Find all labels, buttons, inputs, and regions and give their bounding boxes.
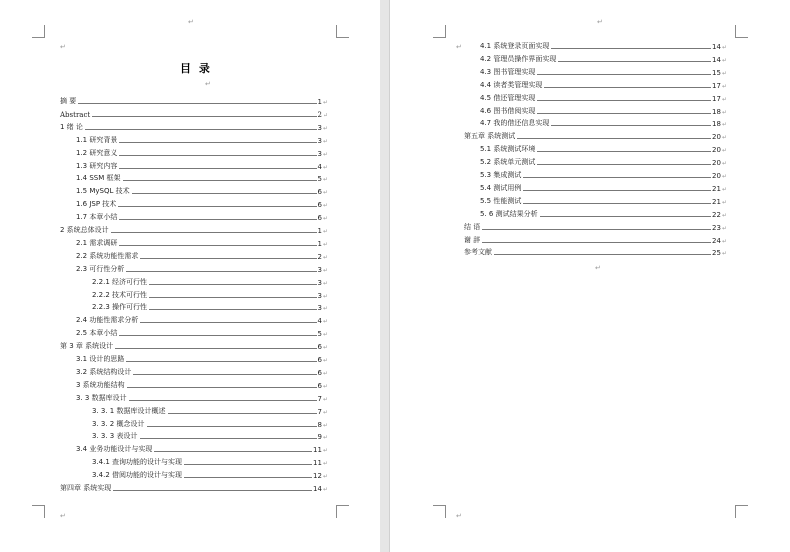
toc-entry-page-number: 20 — [712, 159, 721, 168]
toc-entry-title: 1.1 研究背景 — [76, 135, 118, 144]
toc-entry-page-number: 7 — [317, 394, 322, 403]
toc-leader-line — [113, 489, 312, 491]
toc-leader-line — [540, 215, 711, 217]
toc-entry[interactable] — [92, 274, 328, 287]
toc-entry[interactable] — [480, 90, 727, 103]
toc-entry[interactable] — [92, 287, 328, 300]
toc-entry[interactable] — [76, 170, 328, 183]
toc-entry-page-number: 5 — [317, 330, 322, 339]
toc-entry-page-number: 3 — [317, 123, 322, 132]
toc-entry-title: 4.1 系统登录页面实现 — [480, 42, 550, 50]
paragraph-mark: ↵ — [322, 137, 328, 145]
toc-entry-title: 5.3 集成测试 — [480, 171, 522, 179]
toc-leader-line — [133, 373, 316, 375]
paragraph-mark: ↵ — [721, 44, 727, 51]
toc-entry-title: 2.2.2 技术可行性 — [92, 290, 148, 299]
toc-entry[interactable] — [480, 51, 727, 64]
toc-entry[interactable] — [480, 167, 727, 180]
paragraph-mark: ↵ — [721, 69, 727, 77]
toc-entry[interactable] — [480, 103, 727, 116]
toc-entry-title: 1.4 SSM 框架 — [76, 174, 121, 183]
toc-entry-page-number: 5 — [317, 175, 322, 184]
paragraph-mark: ↵ — [322, 421, 328, 429]
toc-leader-line — [149, 308, 316, 310]
toc-entry-title: 4.5 借还管理实现 — [480, 93, 536, 102]
paragraph-mark: ↵ — [322, 124, 328, 132]
toc-entry-page-number: 6 — [317, 214, 322, 223]
toc-entry-title: 1.2 研究意义 — [76, 148, 118, 157]
toc-leader-line — [551, 47, 711, 49]
toc-entry-page-number: 6 — [317, 343, 322, 352]
toc-entry-title: 1.5 MySQL 技术 — [76, 187, 130, 196]
toc-entry-page-number: 18 — [712, 107, 721, 116]
toc-entry[interactable] — [76, 441, 328, 454]
toc-leader-line — [126, 360, 316, 362]
toc-entry-page-number: 25 — [712, 249, 721, 258]
toc-entry[interactable] — [464, 232, 727, 245]
paragraph-mark: ↵ — [721, 134, 727, 142]
toc-leader-line — [168, 412, 317, 414]
toc-entry-title: 5.2 系统单元测试 — [480, 158, 536, 167]
paragraph-mark: ↵ — [721, 211, 727, 219]
toc-entry[interactable] — [76, 377, 328, 390]
toc-entry-title: 4.2 管理员操作界面实现 — [480, 54, 557, 63]
toc-leader-line — [494, 253, 711, 255]
toc-entry[interactable] — [480, 180, 727, 193]
toc-leader-line — [111, 231, 317, 233]
toc-entry-title: 4.6 图书借阅实现 — [480, 106, 536, 115]
paragraph-mark: ↵ — [721, 185, 727, 193]
toc-entry-title: 第 3 章 系统设计 — [60, 342, 114, 351]
toc-leader-line — [132, 192, 317, 194]
toc-entry[interactable] — [92, 403, 328, 416]
paragraph-mark: ↵ — [322, 292, 328, 300]
toc-entry-page-number: 12 — [313, 472, 322, 481]
toc-leader-line — [149, 283, 316, 285]
toc-leader-line — [537, 150, 711, 152]
toc-leader-line — [119, 167, 316, 169]
paragraph-mark: ↵ — [597, 18, 603, 26]
toc-leader-line — [147, 425, 317, 427]
toc-entry-title: 2.2 系统功能性需求 — [76, 251, 139, 260]
toc-entry-page-number: 20 — [712, 146, 721, 155]
toc-entry-page-number: 4 — [317, 317, 322, 326]
crop-mark-top-right — [336, 25, 349, 38]
paragraph-mark: ↵ — [322, 344, 328, 352]
toc-entry-title: 3. 3. 2 概念设计 — [92, 419, 145, 428]
toc-entry[interactable] — [76, 209, 328, 222]
crop-mark-top-left — [32, 25, 45, 38]
toc-entry-page-number: 3 — [317, 278, 322, 287]
toc-entry-page-number: 21 — [712, 197, 721, 206]
toc-entry[interactable] — [480, 193, 727, 206]
paragraph-mark: ↵ — [322, 189, 328, 197]
paragraph-mark: ↵ — [721, 147, 727, 155]
paragraph-mark: ↵ — [721, 82, 727, 90]
toc-entry-title: 摘 要 — [60, 97, 77, 105]
toc-entry[interactable] — [480, 115, 727, 128]
paragraph-mark: ↵ — [322, 240, 328, 248]
paragraph-mark: ↵ — [721, 237, 727, 245]
toc-entry[interactable] — [60, 119, 328, 132]
toc-entry-page-number: 15 — [712, 68, 721, 77]
paragraph-mark: ↵ — [721, 250, 727, 258]
toc-entry-page-number: 6 — [317, 188, 322, 197]
toc-entry-title: 5.4 测试用例 — [480, 183, 522, 192]
crop-mark-top-right — [735, 25, 748, 38]
toc-entry-page-number: 17 — [712, 94, 721, 103]
toc-leader-line — [127, 386, 317, 388]
paragraph-mark: ↵ — [721, 160, 727, 168]
paragraph-mark: ↵ — [322, 266, 328, 274]
toc-entry[interactable] — [60, 480, 328, 493]
toc-leader-line — [544, 86, 711, 88]
toc-entry-title: 1.6 JSP 技术 — [76, 200, 117, 209]
paragraph-mark: ↵ — [322, 202, 328, 210]
paragraph-mark: ↵ — [322, 473, 328, 481]
paragraph-mark: ↵ — [595, 264, 601, 272]
toc-entry[interactable] — [76, 261, 328, 274]
toc-entry-page-number: 2 — [317, 252, 322, 261]
toc-entry-page-number: 1 — [317, 227, 322, 235]
toc-leader-line — [119, 141, 316, 143]
toc-entry-page-number: 11 — [313, 446, 322, 455]
toc-entry-page-number: 24 — [712, 236, 721, 245]
toc-entry-page-number: 20 — [712, 133, 721, 142]
toc-entry-title: 2.1 需求调研 — [76, 238, 118, 247]
toc-entry-title: 2.3 可行性分析 — [76, 264, 125, 273]
toc-leader-line — [154, 450, 312, 452]
toc-leader-line — [85, 128, 317, 130]
toc-entry-title: 5.1 系统测试环境 — [480, 145, 536, 154]
toc-entry-page-number: 14 — [712, 43, 721, 51]
toc-entry-title: 4.4 读者类管理实现 — [480, 80, 543, 89]
toc-leader-line — [140, 437, 317, 439]
paragraph-mark: ↵ — [322, 357, 328, 364]
toc-entry[interactable] — [464, 219, 727, 232]
paragraph-mark: ↵ — [322, 305, 328, 313]
toc-entry-page-number: 3 — [317, 265, 322, 274]
paragraph-mark: ↵ — [322, 395, 328, 403]
toc-leader-line — [123, 179, 317, 181]
crop-mark-bottom-right — [735, 505, 748, 518]
toc-entry-title: 1 绪 论 — [60, 122, 83, 131]
toc-leader-line — [118, 205, 316, 207]
toc-entry-title: 谢 辞 — [464, 235, 481, 244]
paragraph-mark: ↵ — [322, 382, 328, 390]
toc-entry-title: 2.4 功能性需求分析 — [76, 316, 139, 325]
toc-entry-title: 5. 6 测试结果分析 — [480, 209, 538, 218]
toc-leader-line — [482, 228, 711, 230]
toc-leader-line — [140, 321, 316, 323]
toc-leader-line — [482, 241, 711, 243]
toc-entry-page-number: 8 — [317, 420, 322, 429]
toc-leader-line — [537, 163, 711, 165]
toc-entry-title: 结 语 — [464, 222, 481, 231]
toc-entry[interactable] — [60, 222, 328, 235]
toc-entry-page-number: 6 — [317, 356, 322, 364]
toc-entry[interactable] — [92, 299, 328, 312]
toc-entry[interactable] — [480, 77, 727, 90]
toc-entry-title: 4.3 图书管理实现 — [480, 67, 536, 76]
paragraph-mark: ↵ — [322, 215, 328, 223]
toc-entry[interactable] — [76, 158, 328, 171]
toc-entry-title: 3.2 系统结构设计 — [76, 367, 132, 376]
toc-leader-line — [78, 102, 316, 104]
paragraph-mark: ↵ — [322, 447, 328, 455]
toc-entry-page-number: 3 — [317, 291, 322, 300]
paragraph-mark: ↵ — [721, 224, 727, 232]
toc-entry-title: 第五章 系统测试 — [464, 132, 516, 141]
toc-leader-line — [184, 463, 312, 465]
paragraph-mark: ↵ — [322, 99, 328, 106]
toc-entry-page-number: 22 — [712, 210, 721, 219]
toc-entry-title: 1.7 本章小结 — [76, 213, 118, 222]
toc-leader-line — [537, 73, 711, 75]
toc-entry-title: 2 系统总体设计 — [60, 226, 109, 234]
toc-entry-page-number: 6 — [317, 201, 322, 210]
toc-entry-page-number: 1 — [317, 239, 322, 248]
toc-leader-line — [140, 257, 316, 259]
paragraph-mark: ↵ — [322, 228, 328, 235]
toc-entry-title: 3.4.1 查询功能的设计与实现 — [92, 458, 183, 467]
toc-entry[interactable] — [76, 325, 328, 338]
toc-entry-title: 3 系统功能结构 — [76, 380, 125, 389]
toc-entry-title: 2.2.1 经济可行性 — [92, 277, 148, 286]
toc-entry-title: 3. 3. 3 表设计 — [92, 432, 138, 441]
toc-leader-line — [119, 154, 316, 156]
paragraph-mark: ↵ — [322, 176, 328, 184]
toc-entry[interactable] — [76, 312, 328, 325]
toc-leader-line — [149, 296, 316, 298]
toc-leader-line — [523, 202, 711, 204]
toc-entry-page-number: 6 — [317, 368, 322, 377]
toc-entry[interactable] — [464, 244, 727, 257]
toc-leader-line — [523, 189, 711, 191]
toc-entry[interactable] — [76, 145, 328, 158]
crop-mark-bottom-right — [336, 505, 349, 518]
paragraph-mark: ↵ — [721, 121, 727, 129]
toc-entry-title: 3. 3 数据库设计 — [76, 393, 127, 402]
paragraph-mark: ↵ — [322, 279, 328, 287]
toc-entry-page-number: 11 — [313, 459, 322, 468]
toc-entry-page-number: 2 — [317, 110, 322, 119]
paragraph-mark: ↵ — [322, 318, 328, 326]
paragraph-mark: ↵ — [322, 111, 328, 119]
paragraph-mark: ↵ — [322, 434, 328, 442]
toc-entry[interactable] — [92, 467, 328, 480]
toc-entry-page-number: 18 — [712, 120, 721, 129]
toc-leader-line — [551, 124, 711, 126]
paragraph-mark: ↵ — [322, 369, 328, 377]
paragraph-mark: ↵ — [322, 460, 328, 468]
toc-entry-page-number: 4 — [317, 162, 322, 171]
crop-mark-bottom-left — [32, 505, 45, 518]
toc-leader-line — [119, 244, 316, 246]
paragraph-mark: ↵ — [456, 43, 462, 51]
toc-entry[interactable] — [60, 106, 328, 119]
toc-entry-page-number: 21 — [712, 184, 721, 193]
toc-entry-page-number: 3 — [317, 149, 322, 158]
toc-leader-line — [537, 99, 711, 101]
toc-entry-title: 2.5 本章小结 — [76, 329, 118, 338]
paragraph-mark: ↵ — [188, 18, 194, 26]
document-page-left — [0, 0, 381, 552]
paragraph-mark: ↵ — [456, 512, 462, 520]
paragraph-mark: ↵ — [721, 198, 727, 206]
toc-leader-line — [119, 218, 316, 220]
toc-entry-title: 参考文献 — [464, 248, 492, 257]
toc-entry-page-number: 17 — [712, 81, 721, 90]
toc-leader-line — [517, 137, 711, 139]
toc-entry[interactable] — [76, 132, 328, 145]
toc-entry[interactable] — [60, 93, 328, 106]
toc-leader-line — [92, 115, 316, 117]
toc-entry[interactable] — [76, 235, 328, 248]
toc-entry-title: 3.4 业务功能设计与实现 — [76, 445, 153, 454]
toc-entry-title: 2.2.3 操作可行性 — [92, 303, 148, 312]
toc-entry-title: 3.1 设计的思路 — [76, 355, 125, 363]
toc-entry-page-number: 7 — [317, 407, 322, 416]
toc-entry[interactable] — [480, 38, 727, 51]
toc-entry[interactable] — [60, 338, 328, 351]
paragraph-mark: ↵ — [60, 512, 66, 520]
toc-title: 目 录 — [180, 62, 212, 75]
page-gap — [380, 0, 389, 552]
toc-entry[interactable] — [76, 351, 328, 364]
toc-entry-page-number: 1 — [317, 98, 322, 106]
toc-entry[interactable] — [480, 64, 727, 77]
crop-mark-bottom-left — [433, 505, 446, 518]
document-page-right — [389, 0, 790, 552]
paragraph-mark: ↵ — [721, 173, 727, 180]
paragraph-mark: ↵ — [205, 80, 211, 88]
toc-leader-line — [119, 334, 316, 336]
toc-leader-line — [115, 347, 316, 349]
toc-entry[interactable] — [76, 196, 328, 209]
paragraph-mark: ↵ — [721, 95, 727, 103]
toc-entry[interactable] — [76, 390, 328, 403]
toc-entry-page-number: 3 — [317, 304, 322, 313]
paragraph-mark: ↵ — [322, 253, 328, 261]
toc-entry[interactable] — [76, 183, 328, 196]
toc-leader-line — [537, 112, 711, 114]
toc-entry-page-number: 14 — [313, 485, 322, 493]
toc-leader-line — [184, 476, 312, 478]
toc-entry[interactable] — [76, 248, 328, 261]
toc-entry[interactable] — [480, 141, 727, 154]
toc-entry[interactable] — [480, 154, 727, 167]
toc-entry[interactable] — [92, 454, 328, 467]
toc-entry-title: Abstract — [60, 110, 91, 119]
toc-entry[interactable] — [92, 428, 328, 441]
toc-entry-page-number: 20 — [712, 172, 721, 180]
paragraph-mark: ↵ — [721, 56, 727, 64]
toc-leader-line — [523, 176, 711, 178]
paragraph-mark: ↵ — [322, 331, 328, 339]
paragraph-mark: ↵ — [322, 486, 328, 493]
paragraph-mark: ↵ — [60, 43, 66, 51]
toc-entry[interactable] — [464, 128, 727, 141]
toc-entry-title: 5.5 性能测试 — [480, 196, 522, 205]
crop-mark-top-left — [433, 25, 446, 38]
toc-entry[interactable] — [76, 364, 328, 377]
toc-entry-title: 第四章 系统实现 — [60, 484, 112, 492]
toc-leader-line — [126, 270, 316, 272]
toc-entry-title: 3. 3. 1 数据库设计概述 — [92, 406, 166, 415]
paragraph-mark: ↵ — [322, 150, 328, 158]
toc-entry-title: 4.7 我的借还信息实现 — [480, 119, 550, 128]
toc-entry-title: 1.3 研究内容 — [76, 161, 118, 170]
toc-entry-page-number: 3 — [317, 136, 322, 145]
toc-entry[interactable] — [92, 416, 328, 429]
paragraph-mark: ↵ — [721, 108, 727, 116]
toc-entry-page-number: 14 — [712, 55, 721, 64]
toc-entry[interactable] — [480, 206, 727, 219]
toc-leader-line — [558, 60, 711, 62]
toc-entry-page-number: 23 — [712, 223, 721, 232]
toc-entry-page-number: 6 — [317, 381, 322, 390]
toc-entry-page-number: 9 — [317, 433, 322, 442]
paragraph-mark: ↵ — [322, 163, 328, 171]
toc-leader-line — [129, 399, 317, 401]
toc-entry-title: 3.4.2 借阅功能的设计与实现 — [92, 471, 183, 480]
paragraph-mark: ↵ — [322, 408, 328, 416]
